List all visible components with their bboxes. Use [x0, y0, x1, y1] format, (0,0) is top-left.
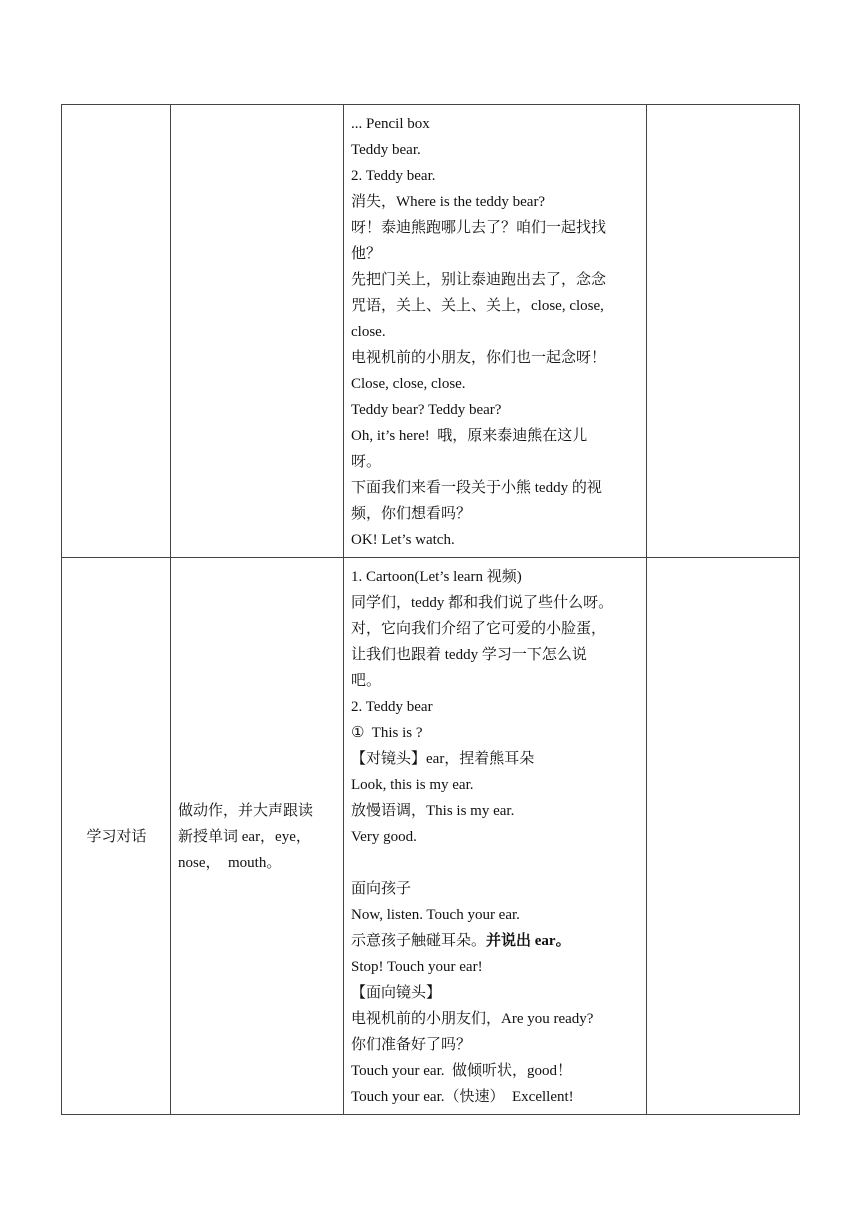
script-line: 面向孩子 — [351, 881, 412, 897]
script-line: Oh, it’s here! 哦，原来泰迪熊在这儿 — [351, 428, 588, 444]
table-row — [62, 105, 800, 558]
script-line: 让我们也跟着 teddy 学习一下怎么说 — [351, 647, 587, 663]
script-line: ① This is ? — [351, 725, 423, 741]
script-line: 电视机前的小朋友，你们也一起念呀！ — [351, 350, 607, 366]
script-line: 放慢语调，This is my ear. — [351, 803, 515, 819]
script-line: 你们准备好了吗？ — [351, 1037, 472, 1053]
script-line: 电视机前的小朋友们，Are you ready? — [351, 1011, 594, 1027]
script-line: 【面向镜头】 — [351, 985, 442, 1001]
script-line: Close, close, close. — [351, 376, 466, 392]
script-line: Look, this is my ear. — [351, 777, 474, 793]
script-line: 吧。 — [351, 673, 382, 689]
script-line: Touch your ear.（快速） Excellent! — [351, 1089, 574, 1105]
script-line: 2. Teddy bear. — [351, 168, 436, 184]
activity-cell — [171, 558, 344, 1115]
script-line: Teddy bear. — [351, 142, 421, 158]
script-line: 1. Cartoon(Let’s learn 视频) — [351, 569, 522, 585]
script-line: 呀！泰迪熊跑哪儿去了？咱们一起找找 — [351, 220, 607, 236]
notes-cell — [647, 558, 800, 1115]
script-line: Touch your ear. 做倾听状，good！ — [351, 1063, 573, 1079]
script-line: 消失，Where is the teddy bear? — [351, 194, 546, 210]
activity-cell — [171, 105, 344, 558]
script-line: OK! Let’s watch. — [351, 532, 455, 548]
script-line: 2. Teddy bear — [351, 699, 433, 715]
script-line: 频，你们想看吗？ — [351, 506, 472, 522]
lesson-plan-table — [61, 104, 800, 1115]
script-line: 对，它向我们介绍了它可爱的小脸蛋， — [351, 621, 607, 637]
script-line: 他？ — [351, 246, 382, 262]
emphasis-text: 并说出 ear。 — [486, 933, 571, 949]
script-line: 下面我们来看一段关于小熊 teddy 的视 — [351, 480, 602, 496]
script-line: close. — [351, 324, 386, 340]
notes-cell — [647, 105, 800, 558]
script-line: 先把门关上，别让泰迪跑出去了，念念 — [351, 272, 607, 288]
teacher-script-cell — [344, 105, 647, 558]
script-line: 同学们，teddy 都和我们说了些什么呀。 — [351, 595, 614, 611]
script-line: Teddy bear? Teddy bear? — [351, 402, 502, 418]
script-line: 做动作，并大声跟读 — [178, 803, 314, 819]
script-line: Stop! Touch your ear! — [351, 959, 483, 975]
script-line: 【对镜头】ear，捏着熊耳朵 — [351, 751, 535, 767]
script-line: 咒语，关上、关上、关上，close, close, — [351, 298, 604, 314]
script-line: 示意孩子触碰耳朵。并说出 ear。 — [351, 933, 571, 949]
script-line: 新授单词 ear，eye， — [178, 829, 311, 845]
table-row — [62, 558, 800, 1115]
script-line: Now, listen. Touch your ear. — [351, 907, 520, 923]
stage-cell: 学习对话 — [62, 558, 171, 1115]
script-line: 呀。 — [351, 454, 382, 470]
script-line: nose， mouth。 — [178, 855, 282, 871]
stage-cell — [62, 105, 171, 558]
script-line: ... Pencil box — [351, 116, 430, 132]
script-line — [351, 850, 640, 876]
script-line: Very good. — [351, 829, 417, 845]
teacher-script-cell — [344, 558, 647, 1115]
